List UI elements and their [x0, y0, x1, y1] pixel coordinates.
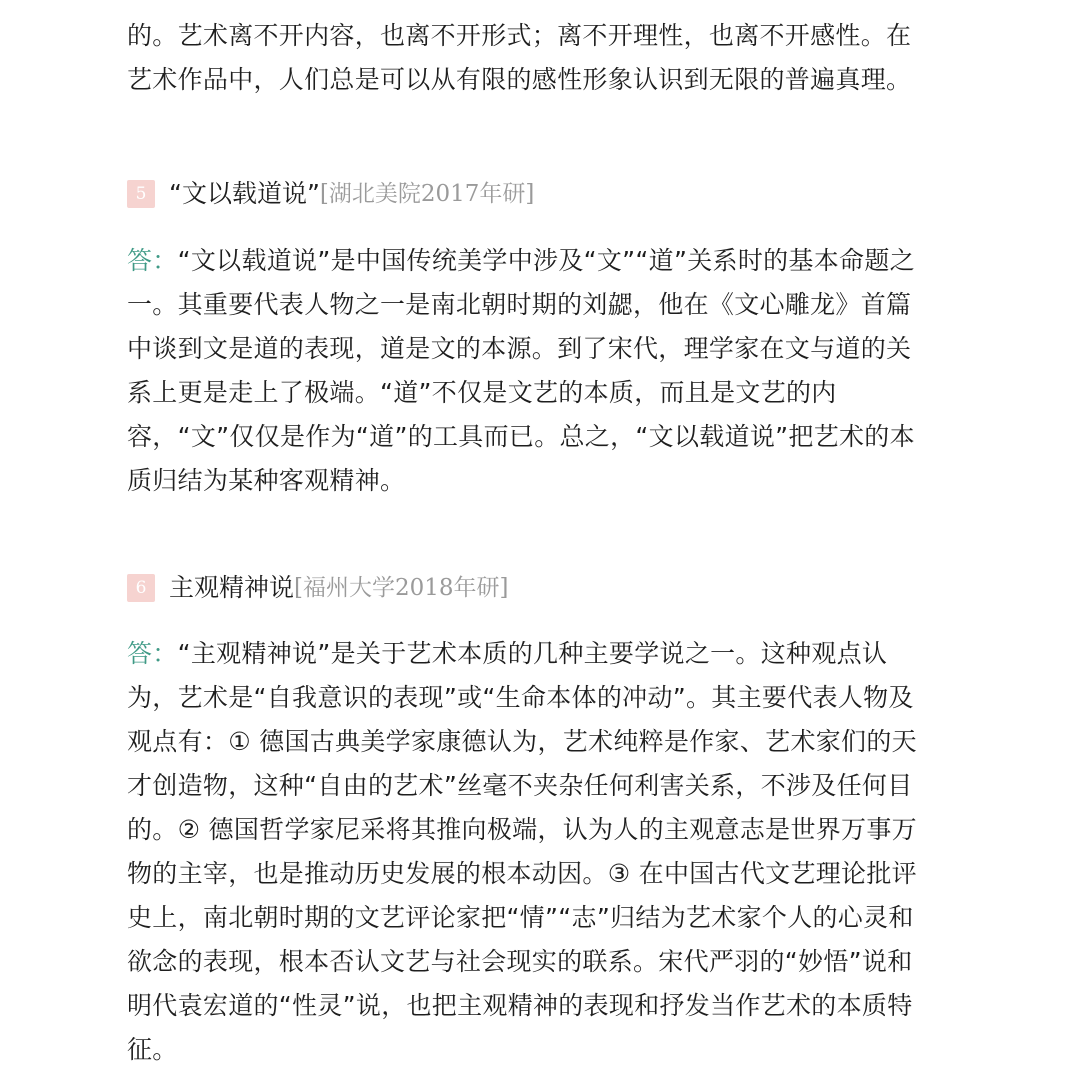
answer-line: 系上更是走上了极端。“道”不仅是文艺的本质，而且是文艺的内: [127, 378, 837, 407]
question-5-answer: [127, 239, 957, 503]
question-6-heading: [127, 566, 957, 610]
answer-line: 征。: [127, 1035, 178, 1064]
question-source: [湖北美院2017年研]: [319, 181, 535, 207]
answer-line: [127, 632, 957, 676]
answer-label: 答：: [127, 246, 178, 275]
answer-line: 明代袁宏道的“性灵”说，也把主观精神的表现和抒发当作艺术的本质特: [127, 991, 913, 1020]
answer-line: 一。其重要代表人物之一是南北朝时期的刘勰，他在《文心雕龙》首篇: [127, 290, 912, 319]
question-number-badge: 5: [127, 180, 155, 208]
answer-line: 观点有：① 德国古典美学家康德认为，艺术纯粹是作家、艺术家们的天: [127, 727, 917, 756]
question-number-badge: 6: [127, 574, 155, 602]
answer-line: 欲念的表现，根本否认文艺与社会现实的联系。宋代严羽的“妙悟”说和: [127, 947, 913, 976]
answer-line: 质归结为某种客观精神。: [127, 466, 406, 495]
answer-text: “主观精神说”是关于艺术本质的几种主要学说之一。这种观点认: [177, 639, 888, 668]
answer-label: 答：: [127, 639, 178, 668]
answer-line: 中谈到文是道的表现，道是文的本源。到了宋代，理学家在文与道的关: [127, 334, 912, 363]
question-6-answer: [127, 632, 957, 1072]
question-source: [福州大学2018年研]: [294, 575, 509, 601]
answer-line: 史上，南北朝时期的文艺评论家把“情”“志”归结为艺术家个人的心灵和: [127, 903, 914, 932]
answer-text: “文以载道说”是中国传统美学中涉及“文”“道”关系时的基本命题之: [177, 246, 915, 275]
paragraph-line: 的。艺术离不开内容，也离不开形式；离不开理性，也离不开感性。在: [127, 21, 912, 50]
paragraph-line: 艺术作品中，人们总是可以从有限的感性形象认识到无限的普遍真理。: [127, 65, 912, 94]
answer-line: [127, 239, 957, 283]
answer-line: 物的主宰，也是推动历史发展的根本动因。③ 在中国古代文艺理论批评: [127, 859, 917, 888]
question-5-heading: [127, 172, 957, 216]
answer-line: 容，“文”仅仅是作为“道”的工具而已。总之，“文以载道说”把艺术的本: [127, 422, 915, 451]
question-title: 主观精神说: [169, 573, 295, 602]
intro-paragraph: [127, 14, 957, 102]
answer-line: 为，艺术是“自我意识的表现”或“生命本体的冲动”。其主要代表人物及: [127, 683, 914, 712]
answer-line: 的。② 德国哲学家尼采将其推向极端，认为人的主观意志是世界万事万: [127, 815, 917, 844]
question-title: “文以载道说”: [169, 179, 320, 208]
answer-line: 才创造物，这种“自由的艺术”丝毫不夹杂任何利害关系，不涉及任何目: [127, 771, 913, 800]
